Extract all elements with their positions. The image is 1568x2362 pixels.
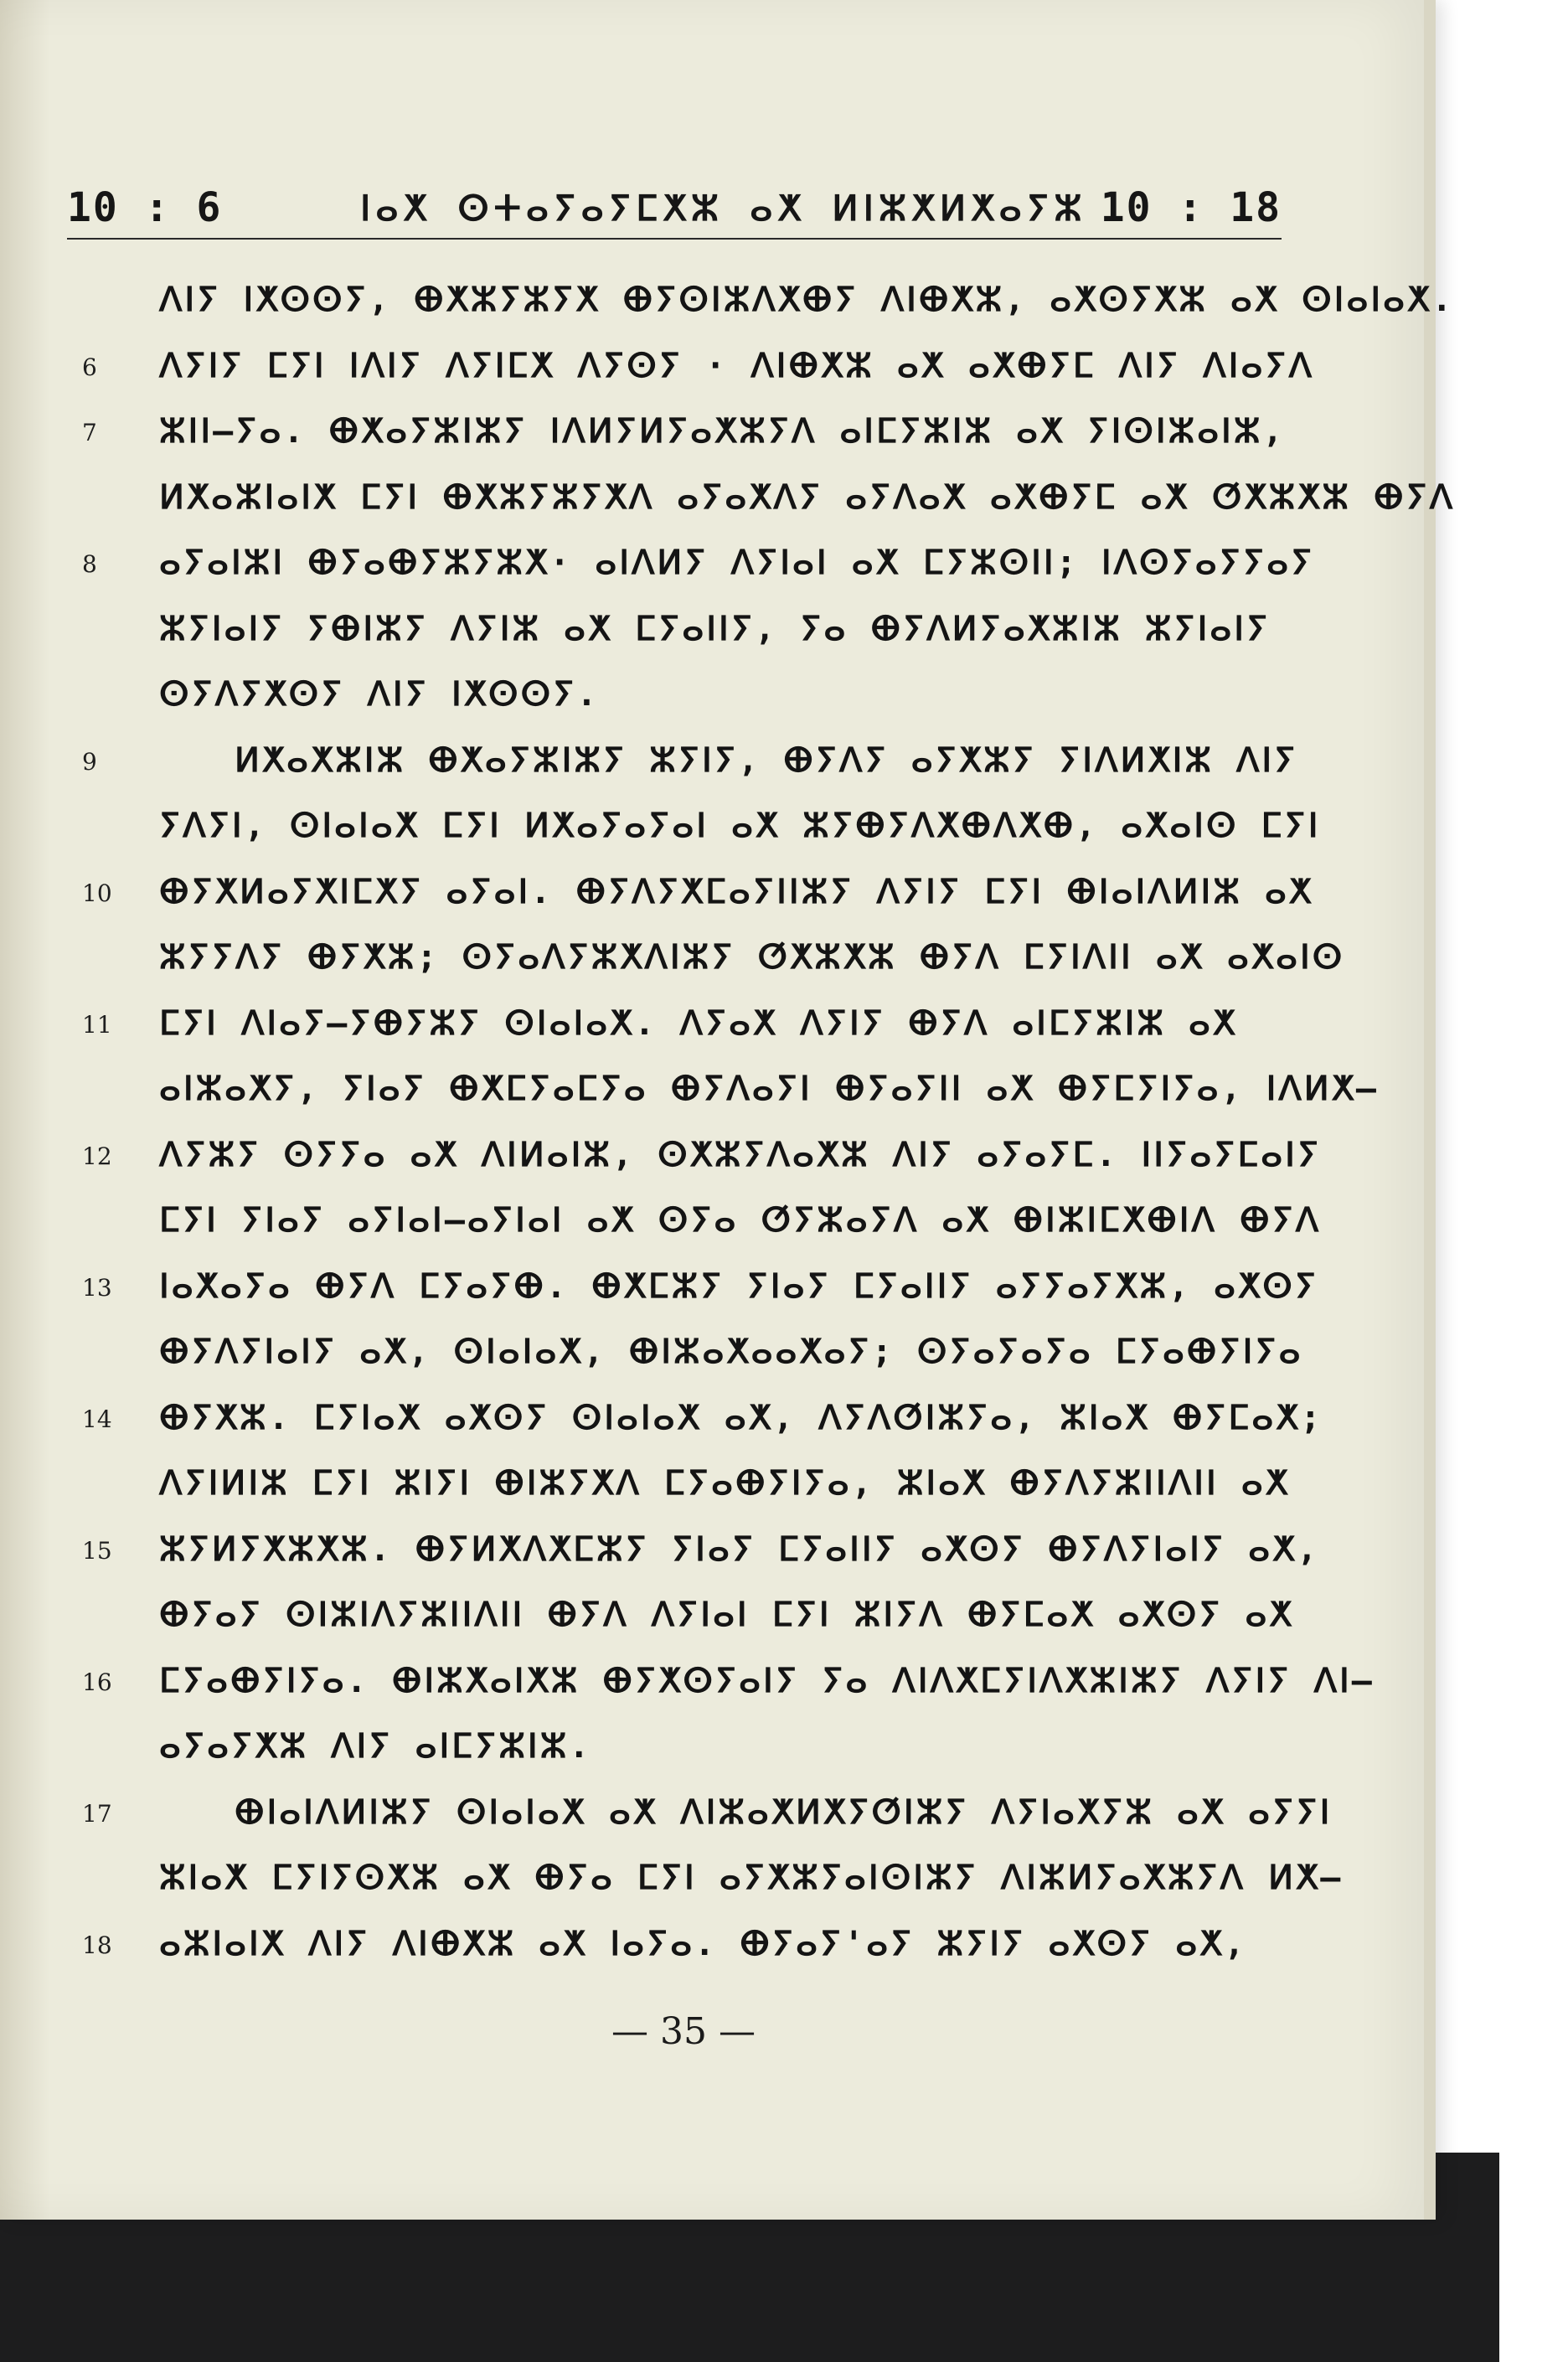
text-line bbox=[67, 1061, 1380, 1127]
text-line bbox=[67, 1193, 1322, 1259]
page-number: — 35 — bbox=[611, 2010, 756, 2053]
line-text: ⴷⵢⵣⵢ ⵙⵢⵢⴰ ⴰⵅ ⴷⵏⵍⴰⵏⵣ, ⵙⵅⵣⵢⴷⴰⵅⵣ ⴷⵏⵢ ⴰⵢⴰⵢⵎ. ⵏⵏⵢⴰⵢⵎⴰⵏⵢ bbox=[159, 1135, 1322, 1174]
line-text: ⵣⵢⵢⴷⵢ ⴲⵢⵅⵣ; ⵙⵢⴰⴷⵢⵣⵅⴷⵏⵣⵢ ⵚⵅⵣⵅⵣ ⴲⵢⴷ ⵎⵢⵏⴷⵏⵏ ⴰⵅ ⴰⵅⴰⵏⵙ bbox=[159, 938, 1345, 977]
running-title: ⵏⴰⵅ ⵙⵜⴰⵢⴰⵢⵎⵅⵣ ⴰⵅ ⵍⵏⵣⵅⵍⵅⴰⵢⵣ bbox=[360, 188, 1087, 229]
running-head bbox=[67, 184, 1282, 243]
line-text: ⵣⵢⵍⵢⵅⵣⵅⵣ. ⴲⵢⵍⵅⴷⵅⵎⵣⵢ ⵢⵏⴰⵢ ⵎⵢⴰⵏⵏⵢ ⴰⵅⵙⵢ ⴲⵢⴷⵢⵏⴰⵏⵢ ⴰⵅ, bbox=[159, 1529, 1320, 1569]
text-line bbox=[67, 798, 1321, 864]
line-text: ⴲⵏⴰⵏⴷⵍⵏⵣⵢ ⵙⵏⴰⵏⴰⵅ ⴰⵅ ⴷⵏⵣⴰⵅⵍⵅⵢⵚⵏⵣⵢ ⴷⵢⵏⴰⵅⵢⵣ ⴰⵅ ⴰⵢⵢⵏ bbox=[235, 1792, 1333, 1832]
verse-number: 10 bbox=[82, 879, 112, 907]
text-line bbox=[67, 1522, 1320, 1588]
text-line bbox=[67, 1850, 1344, 1916]
text-line bbox=[67, 1785, 1333, 1851]
line-text: ⵣⵏⴰⵅ ⵎⵢⵏⵢⵙⵅⵣ ⴰⵅ ⴲⵢⴰ ⵎⵢⵏ ⴰⵢⵅⵣⵢⴰⵏⵙⵏⵣⵢ ⴷⵏⵣⵍⵢⴰⵅⵣⵢⴷ ⵍⵅ— bbox=[159, 1859, 1344, 1897]
text-line bbox=[67, 1719, 1290, 1785]
verse-number: 13 bbox=[82, 1273, 112, 1302]
line-text: ⵙⵢⴷⵢⵅⵙⵢ ⴷⵏⵢ ⵏⵅⵙⵙⵢ. bbox=[159, 675, 600, 714]
chapter-verse-end: 10 : 18 bbox=[1100, 184, 1282, 231]
line-text: ⵏⴰⵅⴰⵢⴰ ⴲⵢⴷ ⵎⵢⴰⵢⴲ. ⴲⵅⵎⵣⵢ ⵢⵏⴰⵢ ⵎⵢⴰⵏⵏⵢ ⴰⵢⵢⴰⵢⵅⵣ, ⴰⵅⵙⵢ bbox=[159, 1266, 1319, 1306]
line-text: ⴲⵢⵅⵍⴰⵢⵅⵏⵎⵅⵢ ⴰⵢⴰⵏ. ⴲⵢⴷⵢⵅⵎⴰⵢⵏⵏⵣⵢ ⴷⵢⵏⵢ ⵎⵢⵏ ⴲⵏⴰⵏⴷⵍⵏⵣ ⴰⵅ bbox=[159, 872, 1314, 911]
verse-number: 12 bbox=[82, 1142, 112, 1170]
line-text: ⴲⵢⴰⵢ ⵙⵏⵣⵏⴷⵢⵣⵏⵏⴷⵏⵏ ⴲⵢⴷ ⴷⵢⵏⴰⵏ ⵎⵢⵏ ⵣⵏⵢⴷ ⴲⵢⵎⴰⵅ ⴰⵅⵙⵢ ⴰⵅ bbox=[159, 1596, 1294, 1634]
text-line bbox=[67, 470, 1456, 536]
text-line bbox=[67, 864, 1314, 931]
text-line bbox=[67, 1127, 1322, 1194]
line-text: ⴰⵢⴰⵏⵣⵏ ⴲⵢⴰⴲⵢⵣⵢⵣⵅ· ⴰⵏⴷⵍⵢ ⴷⵢⵏⴰⵏ ⴰⵅ ⵎⵢⵣⵙⵏⵏ; ⵏⴷⵙⵢⴰⵢⵢⴰⵢ bbox=[159, 544, 1315, 582]
line-text: ⴲⵢⴷⵢⵏⴰⵏⵢ ⴰⵅ, ⵙⵏⴰⵏⴰⵅ, ⴲⵏⵣⴰⵅⴰⴰⵅⴰⵢ; ⵙⵢⴰⵢⴰⵢⴰ ⵎⵢⴰⴲⵢⵏⵢⴰ bbox=[159, 1333, 1303, 1371]
text-line bbox=[67, 338, 1314, 405]
verse-number: 18 bbox=[82, 1931, 112, 1959]
header-rule bbox=[67, 238, 1282, 240]
text-line bbox=[67, 272, 1455, 338]
verse-number: 15 bbox=[82, 1536, 112, 1565]
page-gutter bbox=[0, 0, 50, 2220]
verse-number: 11 bbox=[82, 1010, 112, 1039]
text-line bbox=[67, 1653, 1375, 1720]
verse-number: 14 bbox=[82, 1405, 112, 1433]
text-line bbox=[67, 1324, 1303, 1390]
line-text: ⴰⵏⵣⴰⵅⵢ, ⵢⵏⴰⵢ ⴲⵅⵎⵢⴰⵎⵢⴰ ⴲⵢⴷⴰⵢⵏ ⴲⵢⴰⵢⵏⵏ ⴰⵅ ⴲⵢⵎⵢⵏⵢⴰ, ⵏⴷⵍⵅ— bbox=[159, 1070, 1380, 1108]
line-text: ⴷⵏⵢ ⵏⵅⵙⵙⵢ, ⴲⵅⵣⵢⵣⵢⵅ ⴲⵢⵙⵏⵣⴷⵅⴲⵢ ⴷⵏⴲⵅⵣ, ⴰⵅⵙⵢⵅⵣ ⴰⵅ ⵙⵏⴰⵏⴰⵅ. bbox=[159, 281, 1455, 319]
line-text: ⵍⵅⴰⵣⵏⴰⵏⵅ ⵎⵢⵏ ⴲⵅⵣⵢⵣⵢⵅⴷ ⴰⵢⴰⵅⴷⵢ ⴰⵢⴷⴰⵅ ⴰⵅⴲⵢⵎ ⴰⵅ ⵚⵅⵣⵅⵣ ⴲⵢⴷ bbox=[159, 477, 1456, 517]
text-line bbox=[67, 1259, 1319, 1325]
line-text: ⵣⵏⵏ—ⵢⴰ. ⴲⵅⴰⵢⵣⵏⵣⵢ ⵏⴷⵍⵢⵍⵢⴰⵅⵣⵢⴷ ⴰⵏⵎⵢⵣⵏⵣ ⴰⵅ ⵢⵏⵙⵏⵣⴰⵏⵣ, bbox=[159, 412, 1286, 451]
text-line bbox=[67, 930, 1345, 996]
verse-number: 8 bbox=[82, 550, 97, 578]
verse-number: 9 bbox=[82, 747, 97, 776]
text-line bbox=[67, 1916, 1290, 1983]
line-text: ⴰⵣⵏⴰⵏⵅ ⴷⵏⵢ ⴷⵏⴲⵅⵣ ⴰⵅ ⵏⴰⵢⴰ. ⴲⵢⴰⵢ'ⴰⵢ ⵣⵢⵏⵢ ⴰⵅⵙⵢ ⴰⵅ, bbox=[159, 1924, 1247, 1963]
line-text: ⴰⵢⴰⵢⵅⵣ ⴷⵏⵢ ⴰⵏⵎⵢⵣⵏⵣ. bbox=[159, 1727, 592, 1766]
text-line bbox=[67, 1456, 1290, 1522]
verse-number: 17 bbox=[82, 1799, 112, 1828]
text-body bbox=[67, 272, 1456, 1982]
verse-number: 7 bbox=[82, 419, 97, 446]
verse-number: 6 bbox=[82, 353, 97, 381]
text-line bbox=[67, 535, 1315, 601]
line-text: ⴷⵢⵏⵍⵏⵣ ⵎⵢⵏ ⵣⵏⵢⵏ ⴲⵏⵣⵢⵅⴷ ⵎⵢⴰⴲⵢⵏⵢⴰ, ⵣⵏⴰⵅ ⴲⵢⴷⵢⵣⵏⵏⴷⵏⵏ ⴰⵅ bbox=[159, 1464, 1290, 1503]
line-text: ⵣⵢⵏⴰⵏⵢ ⵢⴲⵏⵣⵢ ⴷⵢⵏⵣ ⴰⵅ ⵎⵢⴰⵏⵏⵢ, ⵢⴰ ⴲⵢⴷⵍⵢⴰⵅⵣⵏⵣ ⵣⵢⵏⴰⵏⵢ bbox=[159, 609, 1271, 648]
verse-number: 16 bbox=[82, 1668, 112, 1696]
text-line bbox=[67, 667, 1290, 733]
text-line bbox=[67, 996, 1290, 1062]
line-text: ⵢⴷⵢⵏ, ⵙⵏⴰⵏⴰⵅ ⵎⵢⵏ ⵍⵅⴰⵢⴰⵢⴰⵏ ⴰⵅ ⵣⵢⴲⵢⴷⵅⴲⴷⵅⴲ, ⴰⵅⴰⵏⵙ ⵎⵢⵏ bbox=[159, 807, 1321, 845]
text-line bbox=[67, 733, 1298, 799]
line-text: ⵎⵢⴰⴲⵢⵏⵢⴰ. ⴲⵏⵣⵅⴰⵏⵅⵣ ⴲⵢⵅⵙⵢⴰⵏⵢ ⵢⴰ ⴷⵏⴷⵅⵎⵢⵏⴷⵅⵣⵏⵣⵢ ⴷⵢⵏⵢ ⴷⵏ— bbox=[159, 1661, 1375, 1700]
text-line bbox=[67, 1390, 1323, 1457]
chapter-verse-start: 10 : 6 bbox=[67, 184, 223, 231]
line-text: ⵎⵢⵏ ⴷⵏⴰⵢ—ⵢⴲⵢⵣⵢ ⵙⵏⴰⵏⴰⵅ. ⴷⵢⴰⵅ ⴷⵢⵏⵢ ⴲⵢⴷ ⴰⵏⵎⵢⵣⵏⵣ ⴰⵅ bbox=[159, 1003, 1238, 1043]
line-text: ⴷⵢⵏⵢ ⵎⵢⵏ ⵏⴷⵏⵢ ⴷⵢⵏⵎⵅ ⴷⵢⵙⵢ · ⴷⵏⴲⵅⵣ ⴰⵅ ⴰⵅⴲⵢⵎ ⴷⵏⵢ ⴷⵏⴰⵢⴷ bbox=[159, 346, 1314, 385]
line-text: ⵍⵅⴰⵅⵣⵏⵣ ⴲⵅⴰⵢⵣⵏⵣⵢ ⵣⵢⵏⵢ, ⴲⵢⴷⵢ ⴰⵢⵅⵣⵢ ⵢⵏⴷⵍⵅⵏⵣ ⴷⵏⵢ bbox=[235, 740, 1298, 780]
text-line bbox=[67, 404, 1290, 470]
line-text: ⵎⵢⵏ ⵢⵏⴰⵢ ⴰⵢⵏⴰⵏ—ⴰⵢⵏⴰⵏ ⴰⵅ ⵙⵢⴰ ⵚⵢⵣⴰⵢⴷ ⴰⵅ ⴲⵏⵣⵏⵎⵅⴲⵏⴷ ⴲⵢⴷ bbox=[159, 1201, 1322, 1240]
text-line bbox=[67, 1587, 1294, 1653]
text-line bbox=[67, 601, 1290, 668]
line-text: ⴲⵢⵅⵣ. ⵎⵢⵏⴰⵅ ⴰⵅⵙⵢ ⵙⵏⴰⵏⴰⵅ ⴰⵅ, ⴷⵢⴷⵚⵏⵣⵢⴰ, ⵣⵏⴰⵅ ⴲⵢⵎⴰⵅ; bbox=[159, 1398, 1323, 1437]
